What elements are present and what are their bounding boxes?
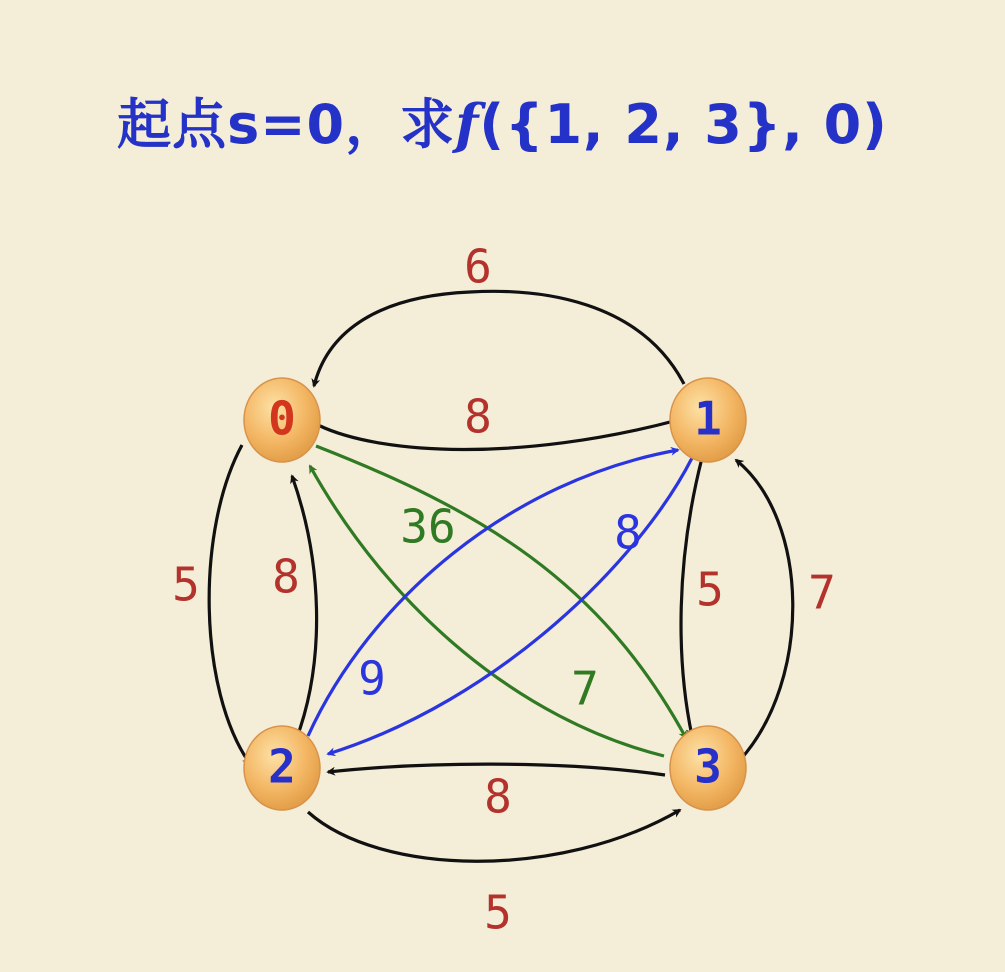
- edge-weight-1-to-3: 5: [696, 562, 724, 617]
- edge-weight-0-to-2: 5: [172, 557, 200, 612]
- node-label-1: 1: [694, 391, 722, 446]
- edge-0-to-1: [318, 420, 678, 450]
- edge-weight-2-to-0: 8: [272, 549, 300, 604]
- edge-3-to-0: [310, 466, 664, 756]
- edge-weight-1-to-0: 6: [464, 239, 492, 294]
- edge-3-to-1: [736, 460, 793, 760]
- node-label-2: 2: [268, 739, 296, 794]
- node-label-0: 0: [268, 391, 296, 446]
- edge-weight-3-to-1: 7: [808, 565, 836, 620]
- node-label-3: 3: [694, 739, 722, 794]
- edge-weight-1-to-2: 8: [614, 505, 642, 560]
- edge-2-to-0: [292, 476, 317, 740]
- edge-weight-2-to-3: 5: [484, 885, 512, 940]
- edge-weight-0-to-1: 8: [464, 389, 492, 444]
- edge-weight-2-to-1: 9: [358, 651, 386, 706]
- title-prefix: 起点s=0，求: [117, 93, 456, 156]
- edge-weight-0-to-3: 36: [400, 499, 456, 554]
- edge-1-to-2: [328, 458, 692, 754]
- edge-weight-3-to-2: 8: [484, 769, 512, 824]
- edge-0-to-2: [209, 445, 250, 764]
- title-args: ({1, 2, 3}, 0): [479, 93, 888, 156]
- title-function: f: [455, 92, 480, 156]
- edge-1-to-0: [314, 291, 684, 386]
- edge-weight-3-to-0: 7: [571, 661, 599, 716]
